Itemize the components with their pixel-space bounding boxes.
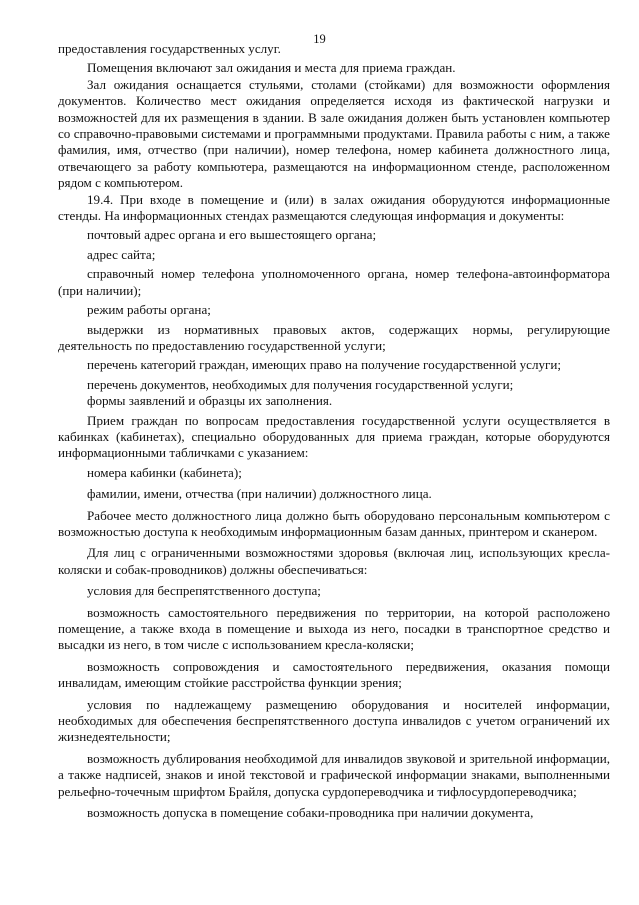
paragraph: Рабочее место должностного лица должно быть оборудовано персональным компьютером с возможностью доступа к необходимым информационным базам данных, принтером и сканером.: [58, 507, 610, 539]
list-item: возможность дублирования необходимой для инвалидов звуковой и зрительной информации, а также надписей, знаков и иной текстовой и графической информации знаками, выполненными рельефно-точечным шрифтом Брайля, допуска сурдопереводчика и тифлосурдопереводчика;: [58, 750, 610, 799]
list-item: номера кабинки (кабинета);: [87, 464, 242, 480]
list-item: режим работы органа;: [87, 302, 211, 318]
list-item: выдержки из нормативных правовых актов, содержащих нормы, регулирующие деятельность по предоставлению государственной услуги;: [58, 321, 610, 353]
list-item: справочный номер телефона уполномоченного органа, номер телефона-автоинформатора (при наличии);: [58, 266, 610, 298]
list-item: почтовый адрес органа и его вышестоящего органа;: [87, 227, 377, 243]
paragraph: Помещения включают зал ожидания и места для приема граждан.: [87, 60, 456, 76]
list-item: формы заявлений и образцы их заполнения.: [87, 393, 333, 409]
paragraph: Зал ожидания оснащается стульями, столами (стойками) для возможности оформления документов. Количество мест ожидания определяется исходя из фактической нагрузки и возможностей для их размещения в здании. В зале ожидания должен быть установлен компьютер со справочно-правовыми системами и программными продуктами. Правила работы с ним, а также фамилия, имя, отчество (при наличии), номер телефона, номер кабинета должностного лица, отвечающего за работу компьютера, размещаются на информационном стенде, расположенном рядом с компьютером.: [58, 76, 610, 191]
paragraph: Прием граждан по вопросам предоставления государственной услуги осуществляется в кабинках (кабинетах), специально оборудованных для приема граждан, которые оборудуются информационными табличками с указанием:: [58, 412, 610, 461]
body-text: [58, 41, 610, 821]
list-item: перечень категорий граждан, имеющих право на получение государственной услуги;: [87, 357, 562, 373]
paragraph: Для лиц с ограниченными возможностями здоровья (включая лиц, использующих кресла-коляски и собак-проводников) должны обеспечиваться:: [58, 545, 610, 577]
paragraph: предоставления государственных услуг.: [58, 41, 281, 56]
list-item: условия для беспрепятственного доступа;: [87, 583, 321, 599]
paragraph: 19.4. При входе в помещение и (или) в залах ожидания оборудуются информационные стенды. На информационных стендах размещаются следующая информация и документы:: [58, 191, 610, 224]
list-item: возможность допуска в помещение собаки-проводника при наличии документа,: [87, 805, 534, 821]
page-number: 19: [313, 32, 326, 46]
list-item: адрес сайта;: [87, 246, 156, 262]
list-item: возможность сопровождения и самостоятельного передвижения, оказания помощи инвалидам, имеющим стойкие расстройства функции зрения;: [58, 658, 610, 691]
list-item: условия по надлежащему размещению оборудования и носителей информации, необходимых для обеспечения беспрепятственного доступа инвалидов с учетом ограничений их жизнедеятельности;: [58, 696, 610, 745]
list-item: фамилии, имени, отчества (при наличии) должностного лица.: [87, 486, 432, 502]
list-item: перечень документов, необходимых для получения государственной услуги;: [87, 376, 514, 392]
list-item: возможность самостоятельного передвижения по территории, на которой расположено помещение, а также входа в помещение и выхода из него, посадки в транспортное средство и высадки из него, в том числе с использованием кресла-коляски;: [58, 604, 610, 653]
